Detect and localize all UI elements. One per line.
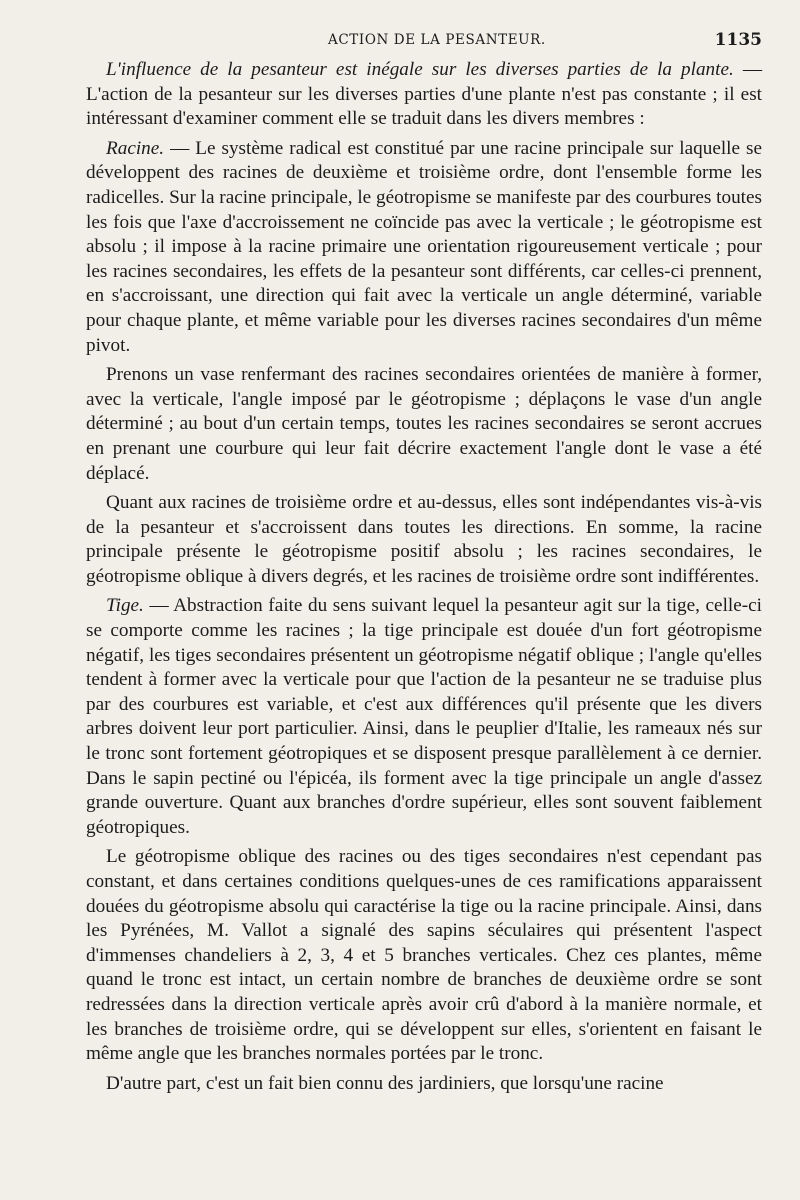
paragraph bbox=[86, 58, 762, 132]
paragraph-text: Le géotropisme oblique des racines ou des tiges secondaires n'est cependant pas constant, et dans certaines conditions quelques-unes de ces ramifications apparaissent douées du géotropisme absolu qui caractérise la tige ou la racine principale. Ainsi, dans les Pyrénées, M. Vallot a signalé des sapins séculaires qui présentent l'aspect d'immenses chandeliers à 2, 3, 4 et 5 branches verticales. Chez ces plantes, même quand le tronc est intact, un certain nombre de branches de deuxième ordre se sont redressées dans la direction verticale après avoir crû d'abord à la manière normale, et les branches de troisième ordre, qui se développent sur elles, s'orientent en faisant le même angle que les branches normales portées par le tronc. bbox=[86, 846, 762, 1065]
paragraph-text: D'autre part, c'est un fait bien connu des jardiniers, que lorsqu'une racine bbox=[106, 1072, 664, 1094]
running-head bbox=[0, 30, 800, 54]
paragraph-lead: Tige. bbox=[106, 595, 144, 617]
paragraph-lead: Racine. bbox=[106, 137, 165, 159]
body-text bbox=[86, 58, 762, 1101]
paragraph bbox=[86, 491, 762, 589]
running-title: ACTION DE LA PESANTEUR. bbox=[328, 32, 546, 48]
paragraph-text: Quant aux racines de troisième ordre et au-dessus, elles sont indépendantes vis-à-vis de la pesanteur et s'accroissent dans toutes les directions. En somme, la racine principale présente le géotropisme positif absolu ; les racines secondaires, le géotropisme oblique à divers degrés, et les racines de troisième ordre sont indifférentes. bbox=[86, 492, 762, 587]
paragraph-text: Prenons un vase renfermant des racines secondaires orientées de manière à former, avec la verticale, l'angle imposé par le géotropisme ; déplaçons le vase d'un angle déterminé ; au bout d'un certain temps, toutes les racines secondaires se seront accrues en prenant une courbure qui leur fait décrire exactement l'angle dont le vase a été déplacé. bbox=[86, 364, 762, 484]
paragraph-text: — Abstraction faite du sens suivant lequel la pesanteur agit sur la tige, celle-ci se comporte comme les racines ; la tige principale est douée d'un fort géotropisme négatif, les tiges secondaires présentent un géotropisme négatif oblique ; l'angle qu'elles tendent à former avec la verticale pour que l'action de la pesanteur ne se traduise plus par des courbures est variable, et c'est aux différences qu'il présente que les divers arbres doivent leur port particulier. Ainsi, dans le peuplier d'Italie, les rameaux nés sur le tronc sont fortement géotropiques et se disposent presque parallèlement à ce dernier. Dans le sapin pectiné ou l'épicéa, ils forment avec la tige principale un angle d'assez grande ouverture. Quant aux branches d'ordre supérieur, elles sont souvent faiblement géotropiques. bbox=[86, 595, 762, 838]
paragraph bbox=[86, 137, 762, 358]
paragraph bbox=[86, 845, 762, 1066]
paragraph bbox=[86, 1072, 762, 1097]
page-number: 1135 bbox=[714, 30, 762, 50]
paragraph-text: — Le système radical est constitué par une racine principale sur laquelle se développent des racines de deuxième et troisième ordre, dont l'ensemble forme les radicelles. Sur la racine principale, le géotropisme se manifeste par des courbures toutes les fois que l'axe d'accroissement ne coïncide pas avec la verticale ; le géotropisme est absolu ; il impose à la racine primaire une orientation rigoureusement verticale ; pour les racines secondaires, les effets de la pesanteur sont différents, car celles-ci prennent, en s'accroissant, une direction qui fait avec la verticale un angle déterminé, variable pour chaque plante, et même variable pour les diverses racines secondaires d'un même pivot. bbox=[86, 137, 762, 356]
paragraph bbox=[86, 363, 762, 486]
paragraph-lead: L'influence de la pesanteur est inégale sur les diverses parties de la plante. bbox=[106, 59, 734, 80]
paragraph-text: — L'action de la pesanteur sur les diverses parties d'une plante n'est pas constante ; il est intéressant d'examiner comment elle se traduit dans les divers membres : bbox=[86, 59, 762, 130]
paragraph bbox=[86, 594, 762, 840]
